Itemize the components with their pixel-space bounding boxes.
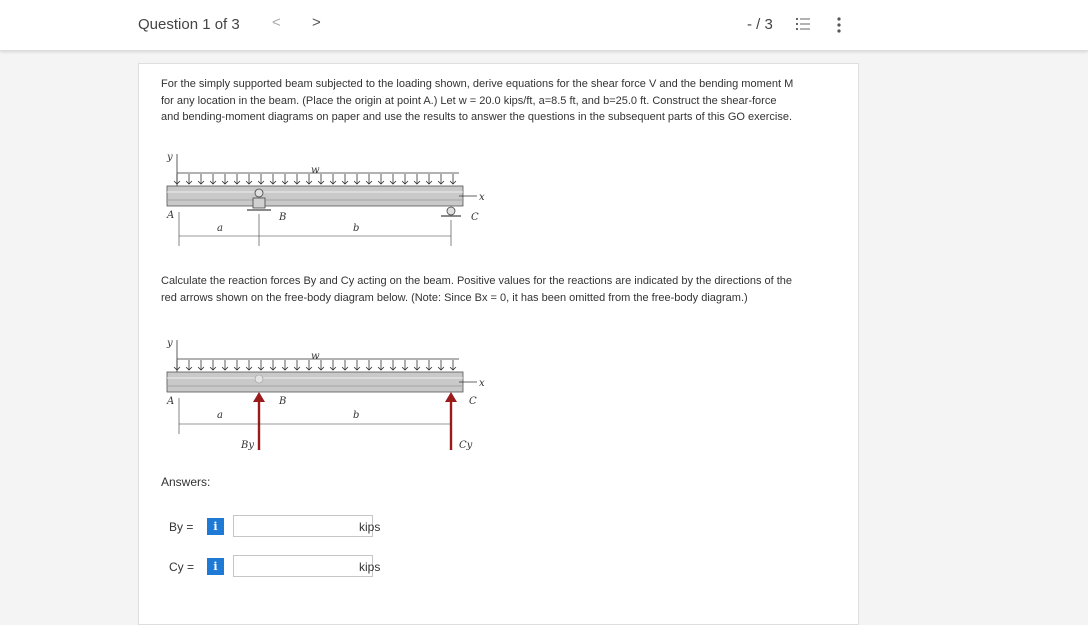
beam-loading-diagram (159, 146, 499, 264)
dimension-b-label: b (353, 410, 360, 421)
question-counter: Question 1 of 3 (138, 16, 240, 33)
reaction-by-label: By (241, 440, 254, 451)
info-icon[interactable]: i (207, 518, 224, 535)
cy-input[interactable] (233, 555, 373, 577)
point-b-label: B (279, 396, 287, 407)
reaction-arrow-cy (445, 392, 457, 450)
y-axis-label: y (167, 338, 173, 349)
info-icon[interactable]: i (207, 558, 224, 575)
problem-line-1: For the simply supported beam subjected to the loading shown, derive equations for the shear force V and the bending moment M (161, 78, 794, 90)
point-b-label: B (279, 212, 287, 223)
reaction-line-2: red arrows shown on the free-body diagram below. (Note: Since Bx = 0, it has been omitted from the free-body diagram.) (161, 291, 748, 304)
x-axis-label: x (479, 378, 485, 389)
load-w-label: w (311, 165, 320, 176)
x-axis-label: x (479, 192, 485, 203)
roller-support-c (441, 207, 461, 216)
problem-line-3: and bending-moment diagrams on paper and use the results to answer the questions in the subsequent parts of this GO exercise. (161, 111, 793, 123)
reaction-prompt (161, 273, 841, 306)
answers-heading: Answers: (161, 475, 211, 489)
point-a-label: A (167, 396, 175, 407)
more-vertical-icon[interactable] (836, 16, 842, 34)
cy-label: Cy = (169, 560, 195, 574)
cy-unit: kips (359, 560, 381, 574)
free-body-diagram (159, 332, 499, 462)
load-w-label: w (311, 351, 320, 362)
question-card (138, 63, 859, 625)
point-c-label: C (471, 212, 479, 223)
beam (167, 372, 463, 392)
top-bar (0, 0, 1088, 51)
problem-line-2: for any location in the beam. (Place the origin at point A.) Let w = 20.0 kips/ft, a=8.5 ft, and b=25.0 ft. Construct the shear-force (161, 94, 777, 107)
y-axis-label: y (167, 152, 173, 163)
point-c-label: C (469, 396, 477, 407)
by-input[interactable] (233, 515, 373, 537)
score-display: - / 3 (747, 16, 773, 33)
previous-question-button[interactable]: < (272, 14, 281, 31)
by-unit: kips (359, 520, 381, 534)
problem-statement (161, 76, 841, 126)
reaction-cy-label: Cy (459, 440, 473, 451)
by-label: By = (169, 520, 194, 534)
next-question-button[interactable]: > (312, 14, 321, 31)
reaction-line-1: Calculate the reaction forces By and Cy acting on the beam. Positive values for the reactions are indicated by the directions of the (161, 275, 793, 287)
beam (167, 186, 463, 206)
point-a-label: A (167, 210, 175, 221)
dimension-a-label: a (217, 410, 223, 421)
dimension-a-label: a (217, 223, 223, 234)
reaction-arrow-by (253, 392, 265, 450)
list-icon[interactable] (796, 17, 810, 31)
dimension-b-label: b (353, 223, 360, 234)
